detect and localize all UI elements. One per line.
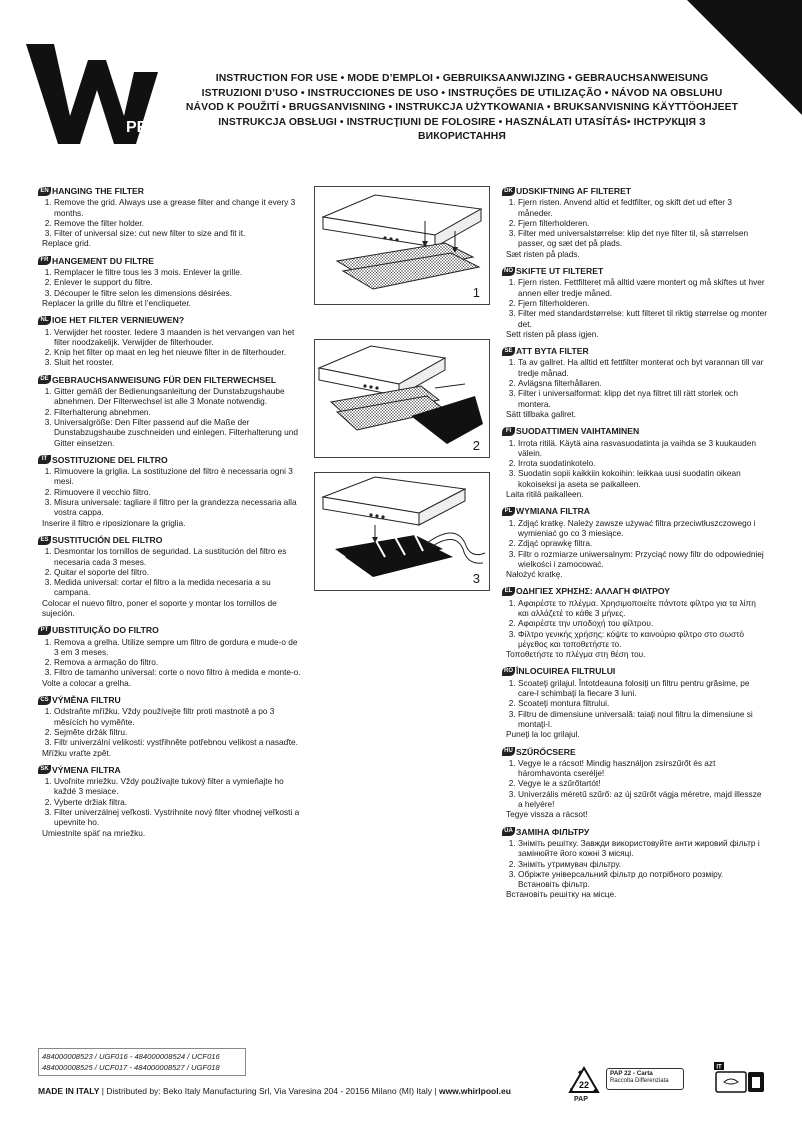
section-ro: [502, 666, 767, 739]
section-title: [38, 256, 302, 266]
step-item: 1. Scoateţi grilajul. Întotdeauna folosiţi un filtru pentru grăsime, pe care-l schimbaţi la fiecare 3 luni.: [518, 678, 767, 699]
final-step: Sæt risten på plads.: [506, 248, 580, 259]
section-dk: [502, 186, 767, 259]
language-badge: DK: [502, 187, 515, 196]
step-item: 3. Medida universal: cortar el filtro a la medida necesaria a su campana.: [54, 577, 302, 598]
header-line: INSTRUCTION FOR USE • MODE D’EMPLOI • GEBRUIKSAANWIJZING • GEBRAUCHSANWEISUNG: [215, 73, 709, 84]
website-link[interactable]: www.whirlpool.eu: [438, 1086, 511, 1096]
pap-code: PAP: [574, 1096, 588, 1103]
step-item: 2. Irrota suodatinkotelo.: [518, 458, 767, 468]
language-badge: ES: [38, 536, 51, 545]
step-list: [502, 838, 767, 889]
step-list: [502, 758, 767, 809]
final-step: Τοποθετήστε το πλέγμα στη θέση του.: [506, 649, 646, 660]
language-badge: EN: [38, 187, 51, 196]
final-step: Puneţi la loc grilajul.: [506, 729, 580, 740]
step-item: 1. Fjern risten. Anvend altid et fedtfilter, og skift det ud efter 3 måneder.: [518, 197, 767, 218]
language-badge: UA: [502, 827, 515, 836]
section-title: [502, 346, 767, 356]
step-item: 1. Remova a grelha. Utilize sempre um filtro de gordura e mude-o de 3 em 3 meses.: [54, 637, 302, 658]
section-title: [38, 765, 302, 775]
step-item: 3. Univerzális méretű szűrő: az új szűrőt vágja méretre, majd illessze a helyére!: [518, 789, 767, 810]
section-title-text: SOSTITUZIONE DEL FILTRO: [52, 454, 168, 465]
step-list: [38, 637, 302, 678]
figure-2: [314, 339, 490, 458]
final-step: Replace grid.: [42, 238, 91, 249]
section-title: [502, 186, 767, 196]
step-item: 2. Quitar el soporte del filtro.: [54, 567, 302, 577]
recycling-number: 22: [578, 1080, 590, 1090]
final-step: Inserire il filtro e riposizionare la griglia.: [42, 517, 186, 528]
section-title-text: HANGING THE FILTER: [52, 186, 144, 196]
step-list: [502, 197, 767, 248]
section-it: [38, 455, 302, 528]
section-nl: [38, 315, 302, 367]
figure-number: 3: [472, 571, 480, 586]
step-item: 3. Universalgröße: Den Filter passend auf die Maße der Dunstabzugshaube zuschneiden und einlegen. Filterhalterung und Gitter einsetzen.: [54, 417, 302, 448]
step-item: 1. Uvoľnite mriežku. Vždy používajte tukový filter a vymieňajte ho každé 3 mesiace.: [54, 776, 302, 797]
hood-illustration-1: [315, 187, 489, 304]
step-item: 3. Filter of universal size: cut new filter to size and fit it.: [54, 228, 302, 238]
section-fr: [38, 256, 302, 308]
step-list: [502, 678, 767, 729]
section-title: [38, 455, 302, 465]
language-badge: FI: [502, 427, 515, 436]
final-step: Tegye vissza a rácsot!: [506, 809, 588, 820]
step-item: 1. Αφαιρέστε το πλέγμα. Χρησιμοποιείτε πάντοτε φίλτρο για τα λίπη και αλλάζετέ το κάθε 3 μήνες.: [518, 598, 767, 619]
page-header: [182, 72, 742, 145]
step-list: [38, 197, 302, 238]
final-step: Colocar el nuevo filtro, poner el soporte y montar los tornillos de sujeción.: [42, 597, 277, 618]
step-item: 2. Enlever le support du filtre.: [54, 277, 302, 287]
section-es: [38, 535, 302, 618]
section-sk: [38, 765, 302, 838]
section-title: [38, 186, 302, 196]
step-item: 2. Avlägsna filterhållaren.: [518, 378, 767, 388]
step-list: [38, 776, 302, 827]
step-list: [502, 438, 767, 489]
bin-tag: IT: [716, 1064, 722, 1071]
step-item: 1. Fjern risten. Fettfilteret må alltid være montert og må skiftes ut hver annen eller tredje måned.: [518, 277, 767, 298]
step-item: 3. Filtro de tamanho universal: corte o novo filtro à medida e monte-o.: [54, 667, 302, 677]
step-item: 1. Zdjąć kratkę. Należy zawsze używać filtra przeciwtłuszczowego i wymieniać go co 3 miesiące.: [518, 518, 767, 539]
section-title: [38, 315, 302, 325]
language-badge: IT: [38, 455, 51, 464]
section-title: [502, 586, 767, 596]
step-item: 3. Обріжте універсальний фільтр до потрібного розміру. Встановіть фільтр.: [518, 869, 767, 890]
step-item: 3. Φίλτρο γενικής χρήσης: κόψτε το καινούριο φίλτρο στο σωστό μέγεθος και τοποθετήστε το.: [518, 629, 767, 650]
step-list: [38, 706, 302, 747]
section-hu: [502, 747, 767, 820]
language-badge: NL: [38, 316, 51, 325]
final-step: Volte a colocar a grelha.: [42, 677, 132, 688]
step-item: 3. Filter univerzálnej veľkosti. Vystrihnite nový filter vhodnej veľkosti a upevnite ho.: [54, 807, 302, 828]
step-item: 2. Remova a armação do filtro.: [54, 657, 302, 667]
product-code-line: 484000008525 / UCF017 - 484000008527 / UGF018: [42, 1063, 220, 1072]
section-pt: [38, 625, 302, 688]
section-title: [502, 666, 767, 676]
final-step: Umiestnite späť na mriežku.: [42, 827, 146, 838]
figure-number: 2: [472, 438, 480, 453]
step-item: 1. Odstraňte mřížku. Vždy používejte filtr proti mastnotě a po 3 měsících ho vyměňte.: [54, 706, 302, 727]
step-item: 3. Misura universale: tagliare il filtro per la grandezza necessaria alla vostra cappa.: [54, 497, 302, 518]
section-title: [502, 266, 767, 276]
section-title-text: ÎNLOCUIREA FILTRULUI: [516, 666, 616, 677]
section-title: [38, 625, 302, 635]
step-item: 3. Filtr o rozmiarze uniwersalnym: Przyciąć nowy filtr do odpowiedniej wielkości i zamocować.: [518, 549, 767, 570]
section-pl: [502, 506, 767, 579]
section-title-text: ЗАМІНА ФІЛЬТРУ: [516, 826, 590, 837]
left-column: [38, 186, 302, 845]
distributor-text: | Distributed by: Beko Italy Manufacturing Srl, Via Varesina 204 - 20156 Milano (MI) Italy |: [99, 1086, 439, 1096]
section-title-text: VÝMĚNA FILTRU: [52, 695, 121, 706]
step-item: 2. Зніміть утримувач фільтру.: [518, 859, 767, 869]
section-no: [502, 266, 767, 339]
section-title-text: HANGEMENT DU FILTRE: [52, 255, 155, 266]
hood-illustration-2: [315, 340, 489, 457]
section-title-text: UBSTITUIÇÃO DO FILTRO: [52, 625, 159, 636]
right-column: [502, 186, 767, 907]
section-title: [502, 506, 767, 516]
section-de: [38, 375, 302, 448]
step-list: [38, 327, 302, 368]
pap-label-sub: Raccolta Differenziata: [610, 1078, 669, 1084]
step-item: 3. Filter med universalstørrelse: klip det nye filter til, så størrelsen passer, og sæt det på plads.: [518, 228, 767, 249]
step-item: 1. Remove the grid. Always use a grease filter and change it every 3 months.: [54, 197, 302, 218]
step-item: 3. Suodatin sopii kaikkiin kokoihin: leikkaa uusi suodatin oikean kokoiseksi ja aseta se paikalleen.: [518, 468, 767, 489]
language-badge: EL: [502, 587, 515, 596]
section-title: [502, 827, 767, 837]
step-list: [38, 267, 302, 298]
pap-label: [606, 1068, 684, 1090]
language-badge: PT: [38, 626, 51, 635]
step-item: 3. Découper le filtre selon les dimensions désirées.: [54, 288, 302, 298]
header-line: INSTRUKCJA OBSŁUGI • INSTRUCŢIUNI DE FOLOSIRE • HASZNÁLATI UTASÍTÁS• ІНСТРУКЦІЯ З ВИКОРИСТАННЯ: [218, 116, 706, 142]
product-code-line: 484000008523 / UGF016 - 484000008524 / UCF016: [42, 1052, 220, 1061]
step-item: 3. Filter i universalformat: klipp det nya filtret till rätt storlek och montera.: [518, 388, 767, 409]
language-badge: SE: [502, 347, 515, 356]
step-item: 1. Vegye le a rácsot! Mindig használjon zsírszűrőt és azt háromhavonta cserélje!: [518, 758, 767, 779]
step-item: 2. Sejměte držák filtru.: [54, 727, 302, 737]
language-badge: HU: [502, 747, 515, 756]
pap-label-title: PAP 22 - Carta: [610, 1070, 653, 1077]
section-title: [502, 426, 767, 436]
section-ua: [502, 827, 767, 900]
section-el: [502, 586, 767, 659]
step-item: 3. Filtru de dimensiune universală: taiaţi noul filtru la dimensiune si montaţi-l.: [518, 709, 767, 730]
step-list: [502, 598, 767, 649]
whirlpool-pro-logo: [22, 20, 162, 150]
step-item: 2. Fjern filterholderen.: [518, 298, 767, 308]
section-en: [38, 186, 302, 249]
final-step: Nałożyć kratkę.: [506, 569, 563, 580]
logo-pro-text: PRO: [126, 119, 161, 136]
step-list: [38, 546, 302, 597]
hood-illustration-3: [315, 473, 489, 590]
step-item: 2. Filterhalterung abnehmen.: [54, 407, 302, 417]
step-item: 1. Ta av gallret. Ha alltid ett fettfilter monterat och byt varannan till var tredje månad.: [518, 357, 767, 378]
section-title-text: ΟΔΗΓΙΕΣ ΧΡΗΣΗΣ: ΑΛΛΑΓΗ ΦΙΛΤΡΟΥ: [516, 586, 671, 597]
section-title-text: VÝMENA FILTRA: [52, 764, 121, 775]
step-list: [38, 386, 302, 448]
step-item: 1. Remplacer le filtre tous les 3 mois. Enlever la grille.: [54, 267, 302, 277]
figure-3: [314, 472, 490, 591]
step-item: 2. Αφαιρέστε την υποδοχή του φίλτρου.: [518, 618, 767, 628]
step-list: [502, 518, 767, 569]
step-list: [38, 466, 302, 517]
language-badge: SK: [38, 765, 51, 774]
section-title-text: GEBRAUCHSANWEISUNG FÜR DEN FILTERWECHSEL: [52, 374, 277, 385]
section-title: [502, 747, 767, 757]
made-in-italy: MADE IN ITALY: [38, 1086, 100, 1096]
step-item: 2. Rimuovere il vecchio filtro.: [54, 487, 302, 497]
final-step: Sätt tillbaka gallret.: [506, 408, 577, 419]
language-badge: PL: [502, 507, 515, 516]
final-step: Mřížku vraťte zpět.: [42, 747, 112, 758]
section-title: [38, 535, 302, 545]
step-item: 2. Vyberte držiak filtra.: [54, 797, 302, 807]
step-item: 1. Verwijder het rooster. Iedere 3 maanden is het vervangen van het filter noodzakelijk. Verwijder de filterhouder.: [54, 327, 302, 348]
section-title-text: SUSTITUCIÓN DEL FILTRO: [52, 534, 163, 545]
step-item: 2. Scoateţi montura filtrului.: [518, 698, 767, 708]
language-badge: RO: [504, 668, 513, 675]
header-line: NÁVOD K POUŽITÍ • BRUGSANVISNING • INSTRUKCJA UŻYTKOWANIA • BRUKSANVISNING KÄYTTÖOHJEET: [185, 102, 739, 113]
step-item: 1. Gitter gemäß der Bedienungsanleitung der Dunstabzugshaube abnehmen. Der Filterwechsel ist alle 3 Monate notwendig.: [54, 386, 302, 407]
figure-number: 1: [472, 285, 480, 300]
product-codes-box: [38, 1048, 246, 1076]
section-title-text: WYMIANA FILTRA: [516, 506, 590, 517]
step-item: 3. Sluit het rooster.: [54, 357, 302, 367]
language-badge: NO: [504, 267, 513, 274]
step-item: 1. Зніміть решітку. Завжди використовуйте анти жировий фільтр і замінюйте його кожні 3 місяці.: [518, 838, 767, 859]
figure-1: [314, 186, 490, 305]
section-title: [38, 695, 302, 705]
step-item: 2. Fjern filterholderen.: [518, 218, 767, 228]
recycling-bins-icon: [714, 1062, 766, 1094]
final-step: Laita ritilä paikalleen.: [506, 489, 584, 500]
section-se: [502, 346, 767, 419]
step-item: 1. Rimuovere la griglia. La sostituzione del filtro è necessaria ogni 3 mesi.: [54, 466, 302, 487]
section-title-text: SKIFTE UT FILTERET: [516, 266, 604, 277]
final-step: Sett risten på plass igjen.: [506, 328, 599, 339]
step-item: 1. Desmontar los tornillos de seguridad. La sustitución del filtro es necesaria cada 3 meses.: [54, 546, 302, 567]
footer: [38, 1086, 511, 1096]
step-item: 2. Remove the filter holder.: [54, 218, 302, 228]
recycling-symbol-icon: [568, 1066, 600, 1094]
language-badge: FR: [38, 256, 51, 265]
header-line: ISTRUZIONI D’USO • INSTRUCCIONES DE USO • INSTRUÇÕES DE UTILIZAÇÃO • NÁVOD NA OBSLUHU: [201, 87, 723, 99]
final-step: Встановіть решітку на місце.: [506, 889, 617, 900]
final-step: Replacer la grille du filtre et l’encliqueter.: [42, 297, 191, 308]
step-item: 3. Filter med standardstørrelse: kutt filteret til riktig størrelse og monter det.: [518, 308, 767, 329]
step-item: 2. Knip het filter op maat en leg het nieuwe filter in de filterhouder.: [54, 347, 302, 357]
step-list: [502, 357, 767, 408]
step-item: 2. Vegye le a szűrőtartót!: [518, 778, 767, 788]
step-item: 2. Zdjąć oprawkę filtra.: [518, 538, 767, 548]
section-title-text: SZŰRŐCSERE: [516, 746, 576, 757]
language-badge: DE: [38, 375, 51, 384]
section-title-text: UDSKIFTNING AF FILTERET: [516, 186, 632, 196]
step-item: 1. Irrota ritilä. Käytä aina rasvasuodatinta ja vaihda se 3 kuukauden välein.: [518, 438, 767, 459]
section-fi: [502, 426, 767, 499]
section-title-text: SUODATTIMEN VAIHTAMINEN: [516, 426, 640, 437]
step-item: 3. Filtr univerzální velikosti: vystřihněte potřebnou velikost a nasaďte.: [54, 737, 302, 747]
section-title-text: IOE HET FILTER VERNIEUWEN?: [52, 315, 185, 326]
section-title-text: ATT BYTA FILTER: [516, 346, 589, 357]
section-title: [38, 375, 302, 385]
step-list: [502, 277, 767, 328]
section-cs: [38, 695, 302, 758]
language-badge: CS: [38, 696, 51, 705]
